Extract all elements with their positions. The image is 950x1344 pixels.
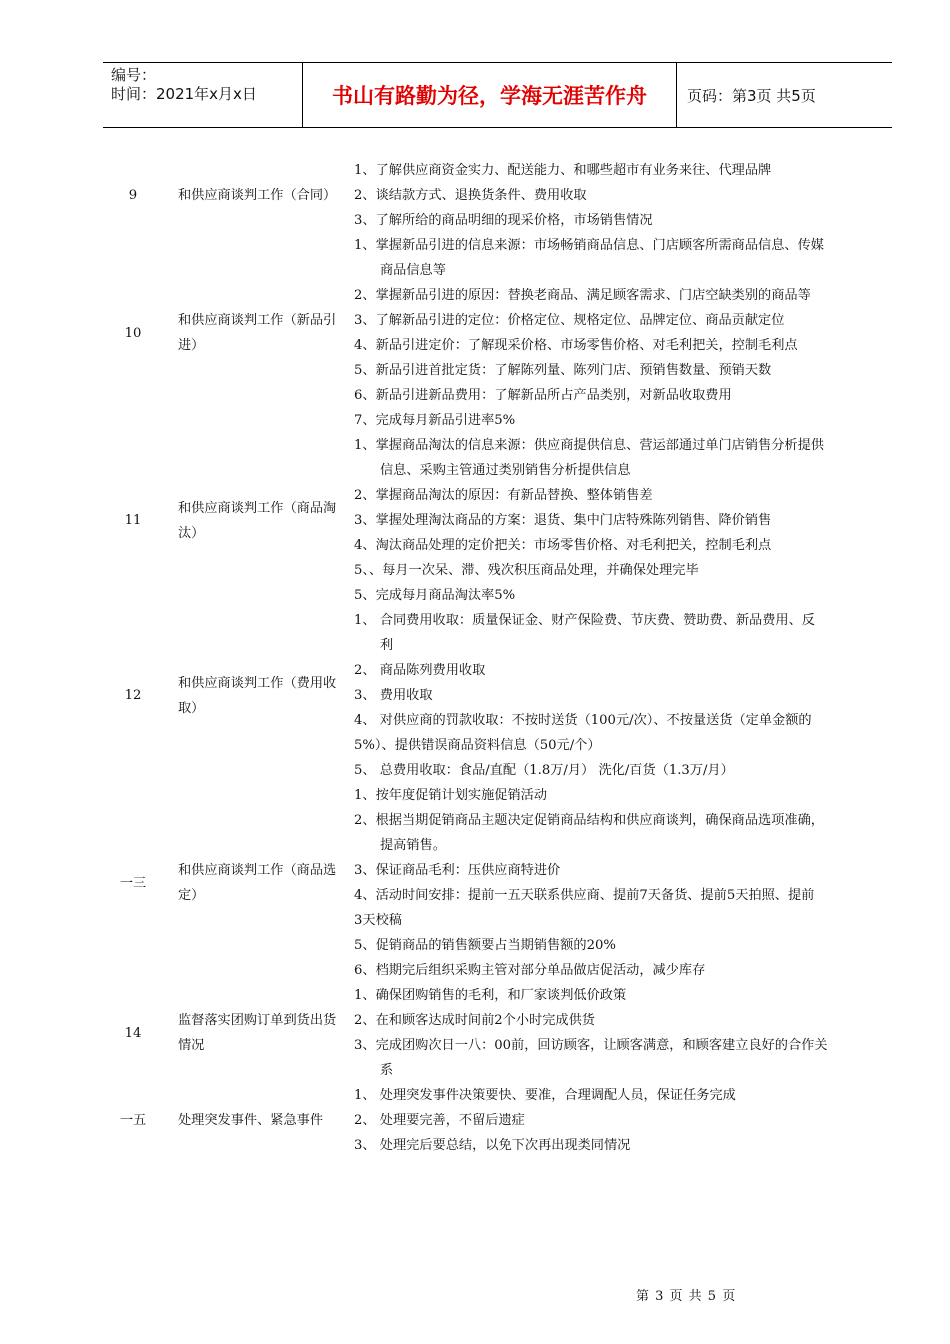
list-item: 信息、采购主管通过类别销售分析提供信息	[380, 463, 631, 478]
list-item: 商品信息等	[380, 263, 446, 278]
task-items	[348, 608, 896, 783]
list-item: 3、了解新品引进的定位：价格定位、规格定位、品牌定位、商品贡献定位	[354, 313, 785, 328]
row-number: 一五	[119, 1113, 147, 1128]
task-items	[348, 783, 896, 983]
list-item: 1、确保团购销售的毛利，和厂家谈判低价政策	[354, 988, 627, 1003]
page-header	[103, 62, 892, 128]
row-number: 11	[124, 513, 142, 528]
list-item: 6、档期完后组织采购主管对部分单品做店促活动，减少库存	[354, 963, 706, 978]
page-footer: 第 3 页 共 5 页	[636, 1289, 737, 1304]
task-items	[348, 233, 896, 433]
list-item: 提高销售。	[380, 838, 446, 853]
list-item: 1、 处理突发事件决策要快、要准，合理调配人员，保证任务完成	[354, 1088, 736, 1103]
list-item: 利	[380, 638, 394, 653]
list-item: 2、根据当期促销商品主题决定促销商品结构和供应商谈判，确保商品选项准确，	[354, 813, 824, 828]
row-number: 12	[124, 688, 142, 703]
task-items	[348, 158, 896, 233]
duty-table	[108, 158, 896, 1158]
task-name-text: 处理突发事件、紧急事件	[178, 1113, 324, 1128]
list-item: 2、在和顾客达成时间前2个小时完成供货	[354, 1013, 595, 1028]
table-row	[108, 983, 896, 1083]
list-item: 4、淘汰商品处理的定价把关：市场零售价格、对毛利把关，控制毛利点	[354, 538, 772, 553]
list-item: 5、、每月一次呆、滞、残次积压商品处理，并确保处理完毕	[354, 563, 699, 578]
task-name-text: 和供应商谈判工作（商品选定）	[178, 863, 337, 903]
list-item: 3、了解所给的商品明细的现采价格，市场销售情况	[354, 213, 653, 228]
list-item: 4、新品引进定价：了解现采价格、市场零售价格、对毛利把关，控制毛利点	[354, 338, 798, 353]
list-item: 2、谈结款方式、退换货条件、费用收取	[354, 188, 587, 203]
list-item: 1、按年度促销计划实施促销活动	[354, 788, 548, 803]
list-item: 5、新品引进首批定货：了解陈列量、陈列门店、预销售数量、预销天数	[354, 363, 772, 378]
task-name	[158, 983, 348, 1083]
row-number: 10	[124, 325, 142, 341]
header-page-number: 页码：第3页 共5页	[687, 86, 816, 105]
table-row	[108, 433, 896, 608]
task-name	[158, 608, 348, 783]
table-row	[108, 1083, 896, 1158]
list-item: 3天校稿	[354, 913, 402, 928]
task-items	[348, 433, 896, 608]
list-item: 1、掌握新品引进的信息来源：市场畅销商品信息、门店顾客所需商品信息、传媒	[354, 238, 824, 253]
list-item: 4、 对供应商的罚款收取：不按时送货（100元/次）、不按量送货（定单金额的	[354, 713, 812, 728]
list-item: 4、活动时间安排：提前一五天联系供应商、提前7天备货、提前5天拍照、提前	[354, 888, 815, 903]
task-name-text: 和供应商谈判工作（合同）	[178, 188, 337, 203]
list-item: 3、完成团购次日一八：00前，回访顾客，让顾客满意，和顾客建立良好的合作关	[354, 1038, 828, 1053]
task-name-text: 和供应商谈判工作（商品淘汰）	[178, 500, 337, 541]
list-item: 1、掌握商品淘汰的信息来源：供应商提供信息、营运部通过单门店销售分析提供	[354, 438, 824, 453]
task-name	[158, 158, 348, 233]
list-item: 1、了解供应商资金实力、配送能力、和哪些超市有业务来往、代理品牌	[354, 163, 772, 178]
list-item: 5、 总费用收取：食品/直配（1.8万/月） 洗化/百货（1.3万/月）	[354, 763, 734, 778]
task-items	[348, 983, 896, 1083]
task-items	[348, 1083, 896, 1158]
task-name	[158, 1083, 348, 1158]
list-item: 3、保证商品毛利：压供应商特进价	[354, 863, 561, 878]
list-item: 3、 费用收取	[354, 688, 433, 703]
code-label: 编号：	[111, 66, 157, 84]
table-row	[108, 783, 896, 983]
task-name	[158, 233, 348, 433]
table-row	[108, 608, 896, 783]
header-meta	[103, 63, 303, 127]
list-item: 6、新品引进新品费用：了解新品所占产品类别，对新品收取费用	[354, 388, 732, 403]
task-name-text: 和供应商谈判工作（新品引进）	[178, 313, 337, 353]
time-label: 时间：2021年x月x日	[111, 85, 257, 103]
header-motto: 书山有路勤为径，学海无涯苦作舟	[303, 63, 677, 127]
list-item: 2、掌握新品引进的原因：替换老商品、满足顾客需求、门店空缺类别的商品等	[354, 288, 811, 303]
list-item: 5、促销商品的销售额要占当期销售额的20%	[354, 938, 616, 953]
task-name-text: 监督落实团购订单到货出货情况	[178, 1013, 337, 1053]
list-item: 5%）、提供错误商品资料信息（50元/个）	[354, 738, 601, 753]
task-name	[158, 433, 348, 608]
table-row	[108, 158, 896, 233]
list-item: 系	[380, 1063, 394, 1078]
list-item: 3、掌握处理淘汰商品的方案：退货、集中门店特殊陈列销售、降价销售	[354, 513, 772, 528]
list-item: 5、完成每月商品淘汰率5%	[354, 588, 516, 603]
list-item: 2、 商品陈列费用收取	[354, 663, 486, 678]
row-number: 一三	[119, 875, 147, 891]
list-item: 7、完成每月新品引进率5%	[354, 413, 516, 428]
task-name	[158, 783, 348, 983]
list-item: 1、 合同费用收取：质量保证金、财产保险费、节庆费、赞助费、新品费用、反	[354, 613, 815, 628]
list-item: 3、 处理完后要总结，以免下次再出现类同情况	[354, 1138, 631, 1153]
table-row	[108, 233, 896, 433]
row-number: 14	[124, 1025, 142, 1041]
row-number: 9	[128, 188, 138, 203]
list-item: 2、掌握商品淘汰的原因：有新品替换、整体销售差	[354, 488, 653, 503]
task-name-text: 和供应商谈判工作（费用收取）	[178, 675, 337, 716]
list-item: 2、 处理要完善，不留后遗症	[354, 1113, 525, 1128]
